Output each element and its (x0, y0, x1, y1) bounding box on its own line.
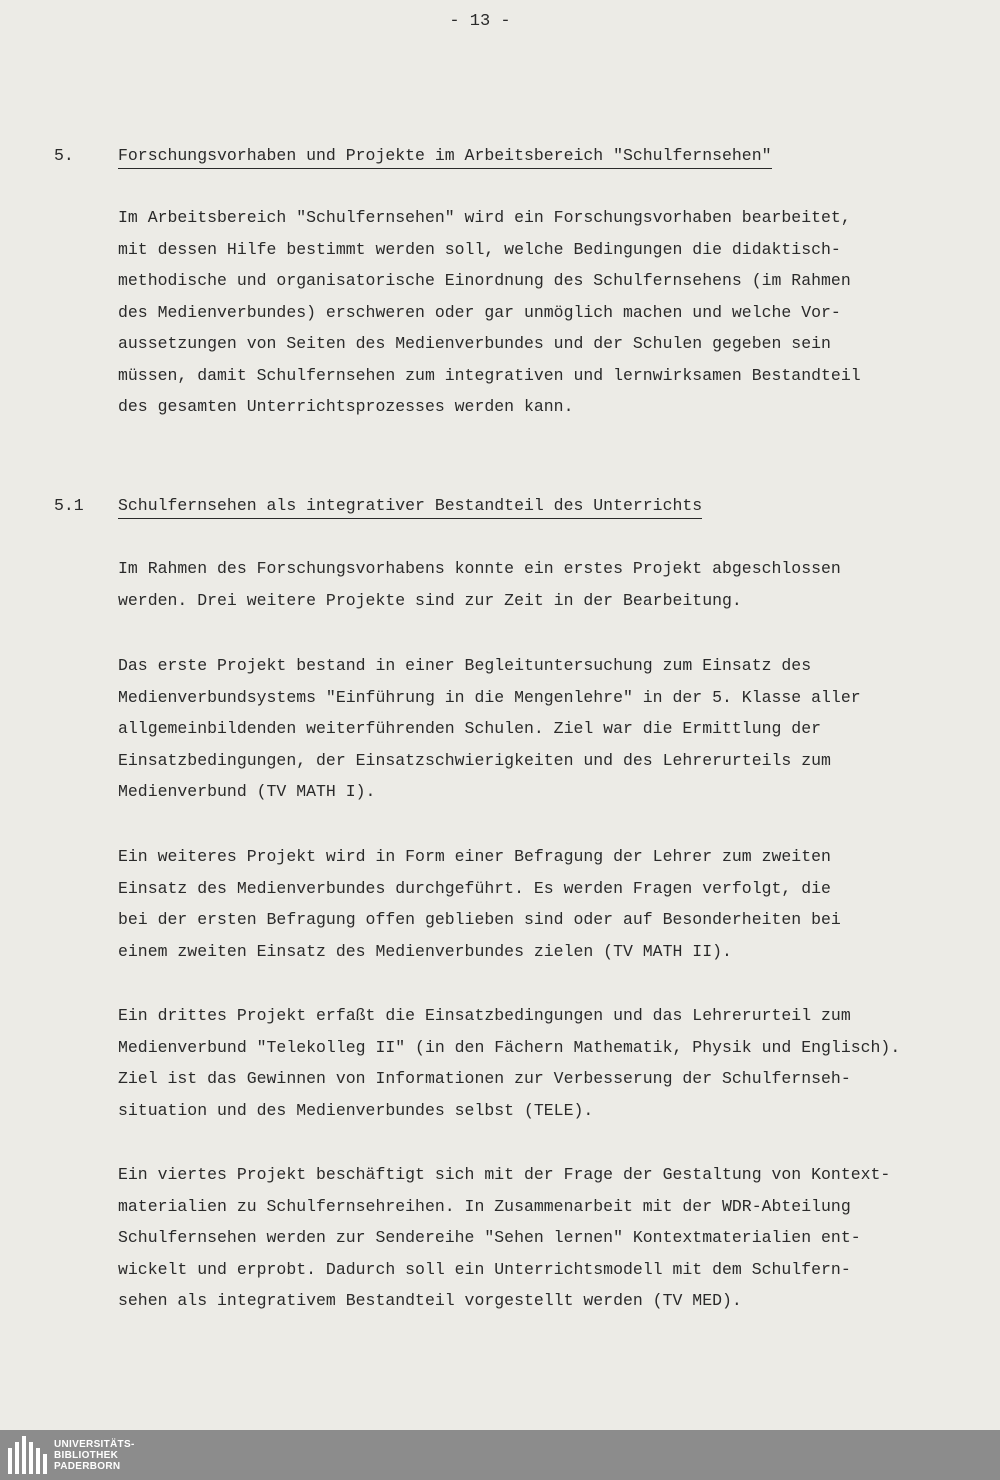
section-5-1-paragraph-4: Ein drittes Projekt erfaßt die Einsatzbedingungen und das Lehrerurteil zum Medienverbund "Telekolleg II" (in den Fächern Mathematik, Physik und Englisch). Ziel ist das Gewinnen von Informationen zur Verbesserung der Schulfernseh- situation und des Medienverbundes selbst (TELE). (118, 1006, 901, 1120)
section-5-1-paragraph-5: Ein viertes Projekt beschäftigt sich mit der Frage der Gestaltung von Kontext- materialien zu Schulfernsehreihen. In Zusammenarbeit mit der WDR-Abteilung Schulfernsehen werden zur Sendereihe "Sehen lernen" Kontextmaterialien ent- wickelt und erprobt. Dadurch soll ein Unterrichtsmodell mit dem Schulfern- sehen als integrativem Bestandteil vorgestellt werden (TV MED). (118, 1165, 891, 1310)
section-5-1-paragraph-1: Im Rahmen des Forschungsvorhabens konnte ein erstes Projekt abgeschlossen werden. Drei weitere Projekte sind zur Zeit in der Bearbeitung. (118, 559, 841, 610)
library-name-line-1: UNIVERSITÄTS- (54, 1438, 135, 1450)
library-footer (0, 1430, 1000, 1480)
section-5-1-paragraph-2: Das erste Projekt bestand in einer Begleituntersuchung zum Einsatz des Medienverbundsystems "Einführung in die Mengenlehre" in der 5. Klasse aller allgemeinbildenden weiterführenden Schulen. Ziel war die Ermittlung der Einsatzbedingungen, der Einsatzschwierigkeiten und des Lehrerurteils zum Medienverbund (TV MATH I). (118, 656, 861, 801)
section-5-paragraph: Im Arbeitsbereich "Schulfernsehen" wird ein Forschungsvorhaben bearbeitet, mit dessen Hilfe bestimmt werden soll, welche Bedingungen die didaktisch- methodische und organisatorische Einordnung des Schulfernsehens (im Rahmen des Medienverbundes) erschweren oder gar unmöglich machen und welche Vor- aussetzungen von Seiten des Medienverbundes und der Schulen gegeben sein müssen, damit Schulfernsehen zum integrativen und lernwirksamen Bestandteil des gesamten Unterrichtsprozesses werden kann. (118, 208, 861, 416)
library-logo-icon (8, 1436, 48, 1474)
page-number: - 13 - (449, 12, 511, 31)
library-logo-text (54, 1439, 135, 1472)
section-5-1-number: 5.1 (54, 496, 84, 515)
section-5-1-heading (54, 495, 954, 521)
library-name-line-3: PADERBORN (54, 1460, 121, 1472)
library-name-line-2: BIBLIOTHEK (54, 1449, 119, 1461)
section-5-1-title: Schulfernsehen als integrativer Bestandteil des Unterrichts (118, 495, 702, 519)
section-5-heading (54, 145, 954, 171)
section-5-number: 5. (54, 146, 74, 165)
section-5-1-paragraph-3: Ein weiteres Projekt wird in Form einer Befragung der Lehrer zum zweiten Einsatz des Medienverbundes durchgeführt. Es werden Fragen verfolgt, die bei der ersten Befragung offen geblieben sind oder auf Besonderheiten bei einem zweiten Einsatz des Medienverbundes zielen (TV MATH II). (118, 847, 841, 961)
section-5-title: Forschungsvorhaben und Projekte im Arbeitsbereich "Schulfernsehen" (118, 145, 772, 169)
